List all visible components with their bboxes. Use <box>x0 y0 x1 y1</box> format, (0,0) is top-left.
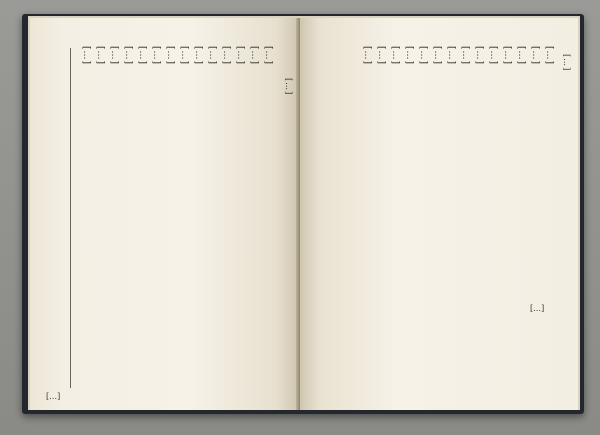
left-text-column: […] <box>109 46 119 66</box>
left-text-column: […] <box>263 46 273 66</box>
left-text-column: […] <box>137 46 147 66</box>
left-running-head: […] <box>284 78 293 96</box>
left-folio: […] <box>46 392 61 401</box>
right-text-column: […] <box>376 46 386 66</box>
left-text-column: […] <box>235 46 245 66</box>
left-text-column: […] <box>179 46 189 66</box>
right-page <box>300 18 578 410</box>
right-text-column: […] <box>362 46 372 66</box>
left-text-column: […] <box>221 46 231 66</box>
left-text-column: […] <box>123 46 133 66</box>
left-text-column: […] <box>207 46 217 66</box>
right-text-column: […] <box>432 46 442 66</box>
right-text-column: […] <box>544 46 554 66</box>
right-text-column: […] <box>488 46 498 66</box>
right-text-column: […] <box>460 46 470 66</box>
right-text-column: […] <box>390 46 400 66</box>
right-text-column: […] <box>404 46 414 66</box>
right-running-head: […] <box>562 54 571 72</box>
right-text-column: […] <box>418 46 428 66</box>
left-text-column: […] <box>249 46 259 66</box>
left-text-column: […] <box>151 46 161 66</box>
right-text-column: […] <box>446 46 456 66</box>
right-folio: […] <box>530 304 545 313</box>
right-text-column: […] <box>502 46 512 66</box>
left-page <box>30 18 298 410</box>
left-text-column: […] <box>95 46 105 66</box>
left-text-column: […] <box>193 46 203 66</box>
right-text-column: […] <box>530 46 540 66</box>
left-text-column: […] <box>81 46 91 66</box>
right-text-column: […] <box>516 46 526 66</box>
left-text-column: […] <box>165 46 175 66</box>
right-text-column: […] <box>474 46 484 66</box>
left-column-rule <box>70 48 71 388</box>
